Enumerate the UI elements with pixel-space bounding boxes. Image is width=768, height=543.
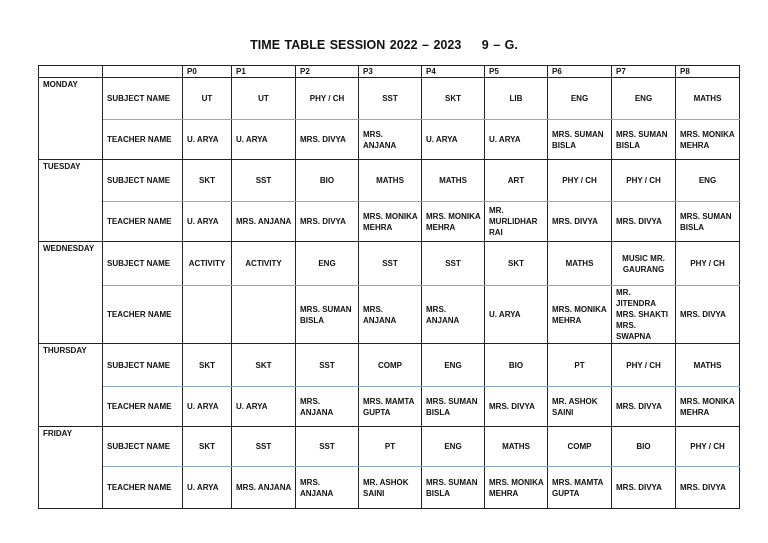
teacher-name-label: TEACHER NAME bbox=[103, 202, 183, 242]
period-header: P2 bbox=[296, 66, 359, 78]
teacher-cell: MRS. ANJANA bbox=[359, 286, 422, 344]
teacher-name-label: TEACHER NAME bbox=[103, 467, 183, 509]
teacher-cell: MRS. ANJANA bbox=[422, 286, 485, 344]
teacher-name-label: TEACHER NAME bbox=[103, 120, 183, 160]
teacher-cell: MRS. SUMAN BISLA bbox=[422, 387, 485, 427]
subject-cell: ENG bbox=[612, 78, 676, 120]
subject-cell: SKT bbox=[183, 427, 232, 467]
subject-cell: SKT bbox=[485, 242, 548, 286]
teacher-row bbox=[39, 467, 740, 509]
title-session: TIME TABLE SESSION 2022 – 2023 bbox=[250, 38, 462, 52]
teacher-cell bbox=[183, 286, 232, 344]
subject-cell: BIO bbox=[296, 160, 359, 202]
subject-row bbox=[39, 160, 740, 202]
teacher-cell: U. ARYA bbox=[183, 120, 232, 160]
teacher-cell: MRS. MONIKA MEHRA bbox=[676, 120, 740, 160]
subject-cell: ENG bbox=[676, 160, 740, 202]
teacher-cell: MR. JITENDRA MRS. SHAKTI MRS. SWAPNA bbox=[612, 286, 676, 344]
period-header: P8 bbox=[676, 66, 740, 78]
teacher-cell: MRS. ANJANA bbox=[296, 387, 359, 427]
subject-cell: MATHS bbox=[359, 160, 422, 202]
teacher-cell: MRS. ANJANA bbox=[232, 467, 296, 509]
teacher-cell: MRS. DIVYA bbox=[676, 286, 740, 344]
teacher-cell: MR. ASHOK SAINI bbox=[548, 387, 612, 427]
subject-cell: COMP bbox=[359, 344, 422, 387]
subject-cell: MATHS bbox=[676, 344, 740, 387]
teacher-cell: U. ARYA bbox=[183, 387, 232, 427]
teacher-cell: MRS. DIVYA bbox=[676, 467, 740, 509]
teacher-cell: U. ARYA bbox=[485, 286, 548, 344]
teacher-cell: MR. MURLIDHAR RAI bbox=[485, 202, 548, 242]
subject-cell: MUSIC MR. GAURANG bbox=[612, 242, 676, 286]
subject-name-label: SUBJECT NAME bbox=[103, 160, 183, 202]
teacher-cell: MRS. SUMAN BISLA bbox=[612, 120, 676, 160]
header-blank bbox=[103, 66, 183, 78]
title-class: 9 – G. bbox=[481, 38, 518, 52]
subject-cell: SST bbox=[296, 427, 359, 467]
teacher-cell: MRS. SUMAN BISLA bbox=[548, 120, 612, 160]
subject-cell: SKT bbox=[232, 344, 296, 387]
subject-cell: ENG bbox=[422, 344, 485, 387]
teacher-cell: MRS. MONIKA MEHRA bbox=[548, 286, 612, 344]
subject-cell: PT bbox=[359, 427, 422, 467]
teacher-cell: U. ARYA bbox=[183, 467, 232, 509]
teacher-cell: MRS. ANJANA bbox=[232, 202, 296, 242]
header-blank bbox=[39, 66, 103, 78]
period-header: P0 bbox=[183, 66, 232, 78]
subject-row bbox=[39, 344, 740, 387]
subject-name-label: SUBJECT NAME bbox=[103, 242, 183, 286]
subject-cell: MATHS bbox=[485, 427, 548, 467]
subject-cell: COMP bbox=[548, 427, 612, 467]
day-label: TUESDAY bbox=[39, 160, 103, 242]
day-label: FRIDAY bbox=[39, 427, 103, 509]
subject-cell: BIO bbox=[485, 344, 548, 387]
teacher-row bbox=[39, 387, 740, 427]
teacher-row bbox=[39, 120, 740, 160]
day-label: WEDNESDAY bbox=[39, 242, 103, 344]
subject-row bbox=[39, 242, 740, 286]
period-header: P7 bbox=[612, 66, 676, 78]
teacher-row bbox=[39, 286, 740, 344]
subject-cell: ART bbox=[485, 160, 548, 202]
teacher-row bbox=[39, 202, 740, 242]
subject-cell: PHY / CH bbox=[548, 160, 612, 202]
subject-cell: PHY / CH bbox=[612, 344, 676, 387]
teacher-cell: U. ARYA bbox=[422, 120, 485, 160]
teacher-cell: MRS. SUMAN BISLA bbox=[296, 286, 359, 344]
teacher-cell: MRS. DIVYA bbox=[612, 202, 676, 242]
teacher-cell: MRS. MONIKA MEHRA bbox=[485, 467, 548, 509]
teacher-cell: MRS. ANJANA bbox=[296, 467, 359, 509]
subject-cell: SST bbox=[296, 344, 359, 387]
period-header: P5 bbox=[485, 66, 548, 78]
subject-cell: PT bbox=[548, 344, 612, 387]
subject-cell: PHY / CH bbox=[612, 160, 676, 202]
subject-cell: SKT bbox=[183, 160, 232, 202]
teacher-cell bbox=[232, 286, 296, 344]
subject-cell: UT bbox=[232, 78, 296, 120]
teacher-cell: MRS. ANJANA bbox=[359, 120, 422, 160]
subject-cell: SKT bbox=[422, 78, 485, 120]
teacher-cell: MRS. DIVYA bbox=[548, 202, 612, 242]
teacher-cell: MRS. MAMTA GUPTA bbox=[359, 387, 422, 427]
subject-name-label: SUBJECT NAME bbox=[103, 344, 183, 387]
subject-cell: PHY / CH bbox=[676, 427, 740, 467]
period-header: P6 bbox=[548, 66, 612, 78]
subject-name-label: SUBJECT NAME bbox=[103, 427, 183, 467]
teacher-cell: MRS. SUMAN BISLA bbox=[676, 202, 740, 242]
subject-cell: ENG bbox=[422, 427, 485, 467]
subject-cell: SST bbox=[232, 160, 296, 202]
subject-cell: MATHS bbox=[422, 160, 485, 202]
subject-cell: LIB bbox=[485, 78, 548, 120]
subject-cell: UT bbox=[183, 78, 232, 120]
teacher-cell: MRS. DIVYA bbox=[296, 202, 359, 242]
teacher-name-label: TEACHER NAME bbox=[103, 387, 183, 427]
teacher-name-label: TEACHER NAME bbox=[103, 286, 183, 344]
subject-cell: ENG bbox=[296, 242, 359, 286]
subject-cell: MATHS bbox=[676, 78, 740, 120]
subject-name-label: SUBJECT NAME bbox=[103, 78, 183, 120]
page-title bbox=[0, 38, 768, 52]
subject-cell: ACTIVITY bbox=[232, 242, 296, 286]
teacher-cell: MRS. DIVYA bbox=[612, 467, 676, 509]
subject-cell: PHY / CH bbox=[676, 242, 740, 286]
subject-cell: SST bbox=[232, 427, 296, 467]
teacher-cell: MRS. DIVYA bbox=[485, 387, 548, 427]
timetable bbox=[38, 65, 740, 509]
period-header: P4 bbox=[422, 66, 485, 78]
teacher-cell: MRS. MONIKA MEHRA bbox=[676, 387, 740, 427]
day-label: MONDAY bbox=[39, 78, 103, 160]
subject-cell: MATHS bbox=[548, 242, 612, 286]
subject-cell: PHY / CH bbox=[296, 78, 359, 120]
subject-row bbox=[39, 78, 740, 120]
teacher-cell: MRS. DIVYA bbox=[296, 120, 359, 160]
teacher-cell: U. ARYA bbox=[232, 387, 296, 427]
period-header: P3 bbox=[359, 66, 422, 78]
teacher-cell: U. ARYA bbox=[183, 202, 232, 242]
teacher-cell: MRS. SUMAN BISLA bbox=[422, 467, 485, 509]
day-label: THURSDAY bbox=[39, 344, 103, 427]
teacher-cell: MR. ASHOK SAINI bbox=[359, 467, 422, 509]
teacher-cell: MRS. DIVYA bbox=[612, 387, 676, 427]
teacher-cell: MRS. MONIKA MEHRA bbox=[422, 202, 485, 242]
header-row bbox=[39, 66, 740, 78]
subject-cell: SKT bbox=[183, 344, 232, 387]
teacher-cell: MRS. MAMTA GUPTA bbox=[548, 467, 612, 509]
teacher-cell: U. ARYA bbox=[485, 120, 548, 160]
period-header: P1 bbox=[232, 66, 296, 78]
subject-cell: ENG bbox=[548, 78, 612, 120]
teacher-cell: U. ARYA bbox=[232, 120, 296, 160]
subject-cell: SST bbox=[359, 242, 422, 286]
subject-cell: BIO bbox=[612, 427, 676, 467]
subject-cell: ACTIVITY bbox=[183, 242, 232, 286]
subject-cell: SST bbox=[422, 242, 485, 286]
subject-cell: SST bbox=[359, 78, 422, 120]
teacher-cell: MRS. MONIKA MEHRA bbox=[359, 202, 422, 242]
subject-row bbox=[39, 427, 740, 467]
